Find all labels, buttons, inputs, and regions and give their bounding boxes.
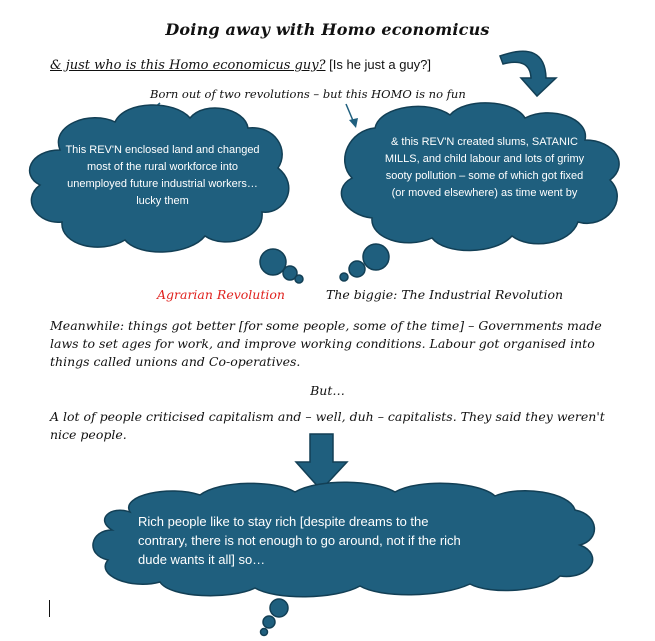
industrial-label: The biggie: The Industrial Revolution <box>326 287 564 302</box>
agrarian-label: Agrarian Revolution <box>157 287 285 302</box>
born-line: Born out of two revolutions – but this HOMO is no fun <box>150 87 466 101</box>
page-title: Doing away with Homo economicus <box>165 20 490 39</box>
intro-question-underlined: & just who is this Homo economicus guy? <box>50 58 326 73</box>
arrow-right-head-icon <box>349 118 358 128</box>
but-line: But… <box>310 383 345 398</box>
industrial-cloud-text: & this REV'N created slums, SATANIC MILLS, and child labour and lots of grimy sooty pollution – some of which got fixed (or moved elsewhere) as time went by <box>384 136 585 199</box>
intro-aside: [Is he just a guy?] <box>325 57 432 72</box>
agrarian-cloud-text: This REV'N enclosed land and changed most of the rural workforce into unemployed future industrial workers… lucky them <box>65 144 260 207</box>
criticism-paragraph: A lot of people criticised capitalism and – well, duh – capitalists. They said they weren't nice people. <box>50 409 605 442</box>
intro-question <box>50 57 431 73</box>
conclusion-cloud-text: Rich people like to stay rich [despite dreams to the contrary, there is not enough to go around, not if the rich dude wants it all] so… <box>138 514 461 567</box>
curved-arrow-icon <box>500 51 556 96</box>
text-cursor[interactable] <box>49 600 50 617</box>
meanwhile-paragraph: Meanwhile: things got better [for some people, some of the time] – Governments made laws to set ages for work, and improve working conditions. Labour got organised into things called unions and Co-operatives. <box>50 318 602 369</box>
